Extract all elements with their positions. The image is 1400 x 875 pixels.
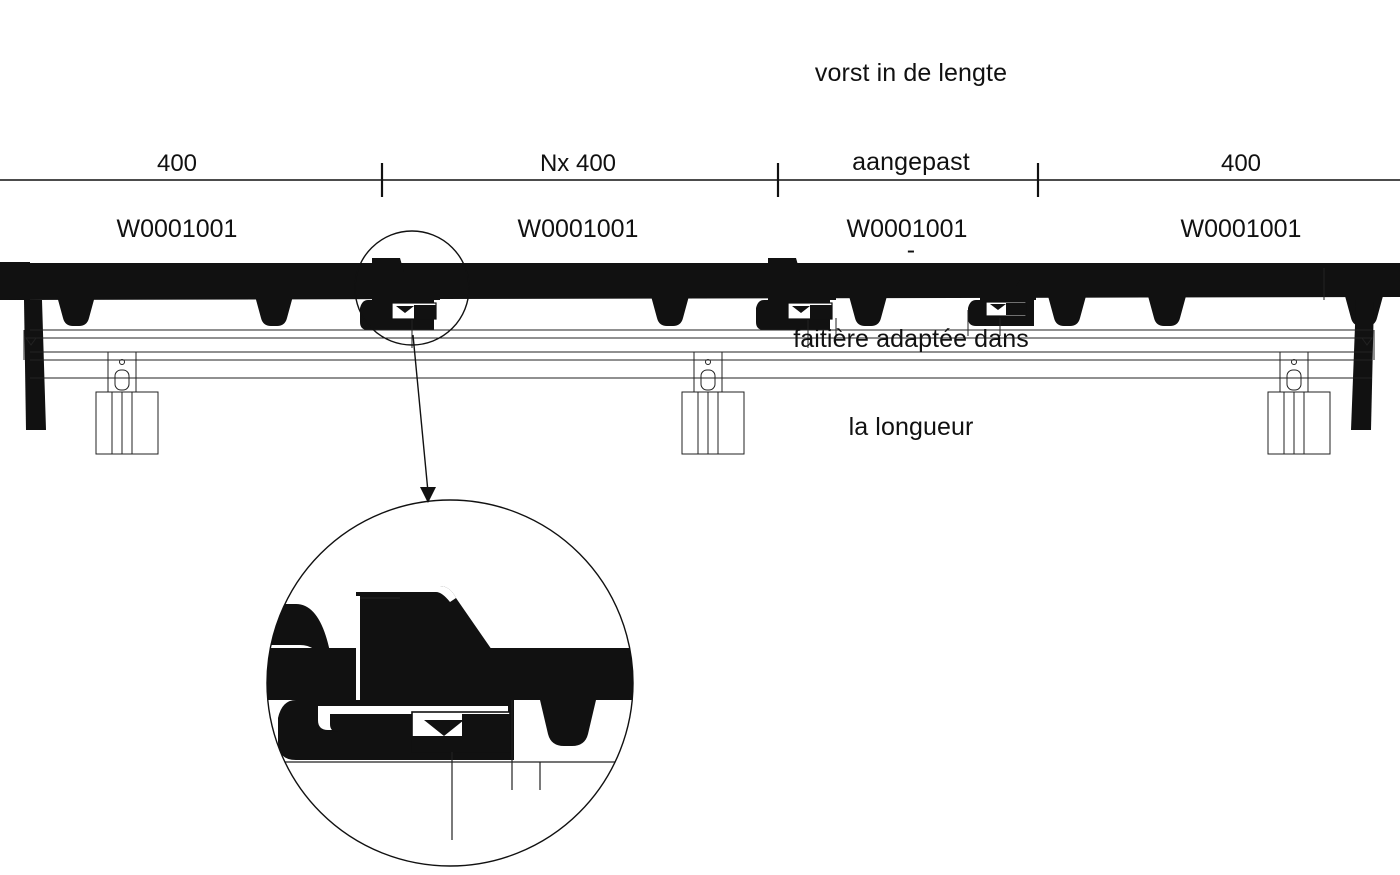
dimension-label-left: 400 — [156, 150, 198, 177]
part-label-2: W0001001 — [517, 215, 639, 243]
part-label-4: W0001001 — [1180, 215, 1302, 243]
dimension-label-right: 400 — [1220, 150, 1262, 177]
detail-enlarged-view — [250, 500, 640, 866]
ridge-note-separator: - — [906, 236, 916, 264]
ridge-note-line-4: faitière adaptée dans — [793, 324, 1029, 353]
ridge-note-line-5: la longueur — [848, 413, 974, 441]
ridge-note-line-2: aangepast — [852, 147, 970, 176]
ridge-note — [701, 0, 1121, 502]
part-label-3: W0001001 — [846, 215, 968, 243]
dimension-label-middle: Nx 400 — [539, 150, 617, 177]
part-label-1: W0001001 — [116, 215, 238, 243]
dimension-line-group — [0, 163, 1400, 197]
ridge-profile-silhouette — [0, 258, 1400, 430]
ridge-note-line-1: vorst in de lengte — [814, 59, 1008, 87]
